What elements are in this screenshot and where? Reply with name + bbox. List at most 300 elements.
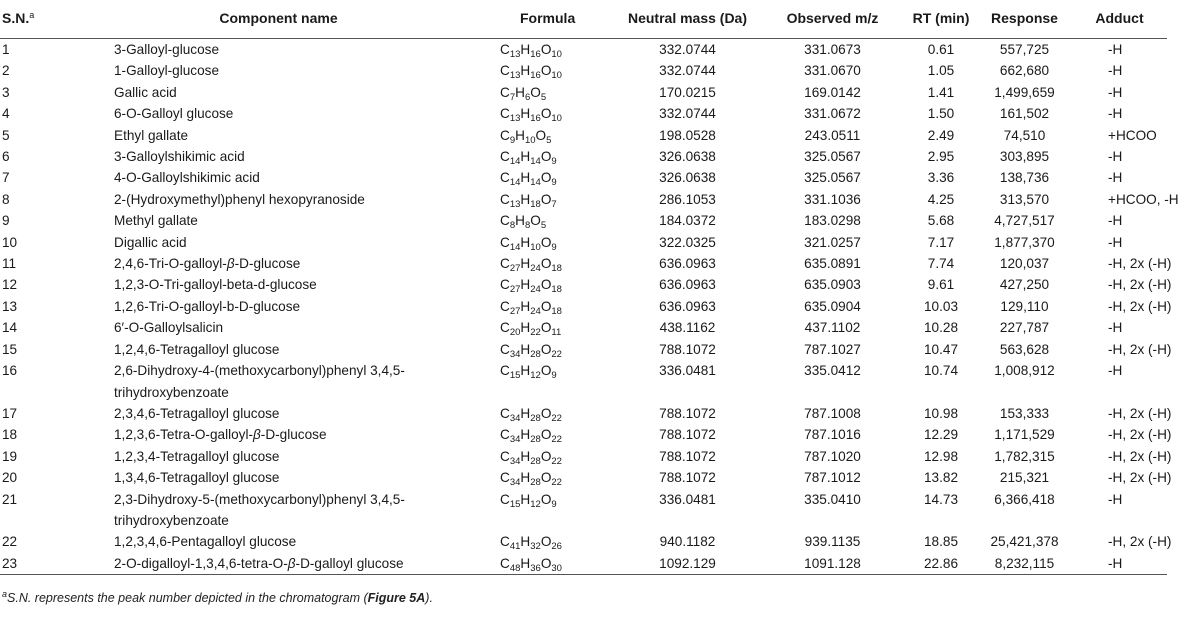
cell-rt: 2.95 [927,149,955,165]
cell-formula [500,103,615,124]
cell-sn: 15 [2,341,18,357]
formula-count: 22 [551,455,562,467]
formula-count: 41 [509,541,521,553]
formula-element: O [540,448,552,464]
header-sn [0,0,57,39]
table-row [0,146,1167,167]
cell-response: 4,727,517 [994,213,1055,229]
cell-component-name: 2-(Hydroxymethyl)phenyl hexopyranoside [114,191,365,207]
formula-element: C [500,234,510,250]
formula-count: 12 [530,370,541,382]
cell-response: 563,628 [999,341,1050,357]
formula-count: 14 [530,177,541,189]
cell-observed-mz: 1091.128 [804,555,861,571]
cell-observed-mz: 635.0903 [804,277,861,293]
formula-count: 30 [551,562,562,574]
cell-formula [500,125,615,146]
cell-component-name: 3-Galloyl-glucose [114,42,220,57]
formula-element: O [540,555,552,571]
cell-neutral-mass: 1092.129 [659,555,716,571]
formula-count: 34 [509,412,521,424]
cell-response: 1,008,912 [994,363,1055,379]
table-row [0,553,1167,575]
formula-element: H [520,491,531,507]
cell-formula [500,232,615,253]
header-sn-label: S.N. [2,10,30,27]
cell-formula [500,424,615,445]
formula-count: 5 [540,91,547,103]
cell-response: 215,321 [999,470,1050,486]
formula-element: O [540,256,552,272]
cell-response: 1,171,529 [994,427,1055,443]
formula-element: H [520,42,531,57]
cell-component-name [57,360,500,403]
formula-element: C [500,320,510,336]
formula-element: H [520,427,531,443]
cell-neutral-mass: 438.1162 [659,320,716,336]
cell-neutral-mass: 322.0325 [659,234,716,250]
formula-element: H [520,448,531,464]
cell-sn: 4 [2,106,10,122]
formula-element: C [500,470,510,486]
cell-component-name: 6-O-Galloyl glucose [114,106,234,122]
formula-count: 9 [551,177,557,189]
cell-adduct: -H [1108,491,1123,507]
cell-sn: 6 [2,149,10,165]
cell-neutral-mass: 198.0528 [659,127,716,143]
formula-element: H [520,298,531,314]
formula-element: H [515,84,525,100]
cell-response: 1,782,315 [994,448,1055,464]
cell-adduct: -H, 2x (-H) [1108,405,1172,421]
formula-count: 12 [530,498,541,510]
cell-neutral-mass: 184.0372 [659,213,716,229]
cell-formula [500,467,615,488]
table-row [0,424,1167,445]
formula-element: H [520,63,531,79]
formula-element: C [500,341,510,357]
formula-element: H [520,534,531,550]
cell-rt: 12.29 [923,427,959,443]
header-row [0,0,1167,39]
cell-neutral-mass: 636.0963 [659,298,716,314]
cell-component-name: 1,2,3,4-Tetragalloyl glucose [114,448,280,464]
cell-rt: 22.86 [923,555,959,571]
cell-response: 1,499,659 [994,84,1055,100]
formula-element: C [500,213,510,229]
cell-component-name: 1,3,4,6-Tetragalloyl glucose [114,470,280,486]
formula-count: 9 [509,134,516,146]
cell-response: 74,510 [1003,127,1046,143]
cell-component-name: 1,2,3,6-Tetra-O-galloyl-β-D-glucose [114,427,327,443]
formula-count: 24 [530,305,541,317]
cell-component-name: 2,3,4,6-Tetragalloyl glucose [114,405,280,421]
cell-sn: 17 [2,405,18,421]
table-row [0,103,1167,124]
cell-observed-mz: 243.0511 [804,127,861,143]
table-row [0,339,1167,360]
formula-count: 20 [509,327,521,339]
cell-sn: 5 [2,127,10,143]
cell-formula [500,296,615,317]
cell-observed-mz: 335.0412 [804,363,861,379]
formula-element: H [520,256,531,272]
cell-neutral-mass: 788.1072 [659,448,716,464]
formula-count: 27 [509,305,521,317]
formula-count: 8 [524,220,531,232]
cell-response: 161,502 [999,106,1050,122]
cell-sn: 21 [2,491,18,507]
cell-neutral-mass: 336.0481 [659,363,716,379]
table-row [0,232,1167,253]
footnote-text: S.N. represents the peak number depicted in the chromatogram ( [7,591,368,605]
cell-response: 303,895 [999,149,1050,165]
formula-count: 9 [551,498,557,510]
table-row [0,167,1167,188]
cell-sn: 13 [2,298,18,314]
cell-response: 153,333 [999,405,1050,421]
formula-count: 13 [509,70,521,82]
formula-element: C [500,277,510,293]
header-neutral-mass: Neutral mass (Da) [627,10,748,27]
cell-rt: 1.41 [927,84,955,100]
header-response: Response [991,10,1058,27]
formula-element: O [540,63,552,79]
table-footnote [2,591,433,605]
cell-response: 120,037 [999,256,1050,272]
table-row [0,189,1167,210]
formula-element: O [540,106,552,122]
cell-neutral-mass: 788.1072 [659,470,716,486]
formula-count: 9 [551,241,557,253]
table-row [0,253,1167,274]
header-observed-mz: Observed m/z [786,10,879,27]
cell-response: 8,232,115 [994,555,1055,571]
formula-count: 11 [551,327,562,339]
formula-count: 18 [530,198,541,210]
formula-count: 18 [551,305,562,317]
cell-component-name: 1,2,3-O-Tri-galloyl-beta-d-glucose [114,277,317,293]
cell-formula [500,39,615,61]
cell-adduct: -H, 2x (-H) [1108,427,1172,443]
formula-element: O [540,191,552,207]
table-row [0,274,1167,295]
formula-count: 34 [509,348,521,360]
table-row [0,210,1167,231]
formula-count: 16 [530,113,541,125]
formula-element: H [515,213,525,229]
cell-rt: 10.28 [923,320,959,336]
cell-adduct: +HCOO, -H [1108,191,1179,207]
formula-element: H [520,320,531,336]
header-formula: Formula [520,10,576,27]
table-row [0,531,1167,552]
cell-rt: 5.68 [927,213,955,229]
cell-formula [500,167,615,188]
cell-component-name-line1: 2,3-Dihydroxy-5-(methoxycarbonyl)phenyl 3,4,5- [114,491,405,507]
formula-element: H [520,170,531,186]
formula-element: C [500,149,510,165]
formula-count: 34 [509,434,521,446]
formula-element: C [500,191,510,207]
formula-element: H [520,555,531,571]
cell-sn: 8 [2,191,10,207]
formula-element: O [530,84,541,100]
formula-element: H [520,234,531,250]
cell-component-name: Gallic acid [114,84,177,100]
formula-element: H [520,106,531,122]
header-component-name: Component name [219,10,338,27]
cell-formula [500,253,615,274]
table-row [0,446,1167,467]
cell-observed-mz: 169.0142 [804,84,861,100]
formula-element: C [500,555,510,571]
cell-adduct: -H [1108,555,1123,571]
cell-neutral-mass: 326.0638 [659,149,716,165]
cell-rt: 10.74 [923,363,959,379]
cell-sn: 1 [2,42,10,57]
cell-neutral-mass: 286.1053 [659,191,716,207]
cell-rt: 0.61 [927,42,955,57]
cell-sn: 2 [2,63,10,79]
formula-element: C [500,405,510,421]
cell-formula [500,531,615,552]
cell-response: 138,736 [999,170,1050,186]
cell-formula [500,489,615,532]
cell-sn: 12 [2,277,18,293]
cell-component-name-line2: trihydroxybenzoate [114,512,229,528]
cell-neutral-mass: 336.0481 [659,491,716,507]
formula-count: 26 [551,541,562,553]
cell-adduct: -H, 2x (-H) [1108,341,1172,357]
cell-formula [500,339,615,360]
formula-count: 14 [509,241,521,253]
cell-observed-mz: 331.0673 [804,42,861,57]
cell-neutral-mass: 332.0744 [659,106,716,122]
formula-count: 36 [530,562,541,574]
formula-count: 24 [530,284,541,296]
cell-component-name: Methyl gallate [114,213,198,229]
cell-observed-mz: 335.0410 [804,491,861,507]
formula-element: O [530,213,541,229]
formula-count: 10 [551,70,562,82]
cell-formula [500,446,615,467]
table-row [0,39,1167,61]
formula-count: 10 [551,49,562,60]
cell-rt: 1.05 [927,63,955,79]
cell-sn: 14 [2,320,18,336]
formula-count: 13 [509,198,521,210]
cell-adduct: -H [1108,106,1123,122]
footnote-marker: a [2,589,8,599]
formula-element: O [540,405,552,421]
formula-count: 15 [509,498,521,510]
cell-response: 1,877,370 [994,234,1055,250]
formula-element: O [540,363,552,379]
cell-neutral-mass: 636.0963 [659,256,716,272]
cell-component-name: 2,4,6-Tri-O-galloyl-β-D-glucose [114,256,301,272]
cell-observed-mz: 437.1102 [804,320,861,336]
cell-sn: 11 [2,256,17,272]
cell-observed-mz: 787.1008 [804,405,861,421]
formula-element: O [540,427,552,443]
cell-adduct: -H, 2x (-H) [1108,277,1172,293]
cell-rt: 1.50 [927,106,955,122]
cell-observed-mz: 183.0298 [804,213,861,229]
cell-response: 25,421,378 [990,534,1059,550]
table-row [0,489,1167,532]
formula-element: C [500,256,510,272]
cell-adduct: -H [1108,42,1123,57]
cell-neutral-mass: 332.0744 [659,42,716,57]
formula-element: C [500,448,510,464]
formula-count: 22 [551,477,562,489]
formula-count: 14 [509,177,521,189]
cell-adduct: -H, 2x (-H) [1108,448,1172,464]
formula-element: H [520,191,531,207]
cell-neutral-mass: 326.0638 [659,170,716,186]
formula-count: 13 [509,113,521,125]
formula-count: 7 [509,91,516,103]
cell-rt: 2.49 [927,127,955,143]
table-row [0,60,1167,81]
formula-element: O [540,298,552,314]
cell-component-name: 2-O-digalloyl-1,3,4,6-tetra-O-β-D-galloyl glucose [114,555,404,571]
header-sn-footnote-marker: a [29,10,35,21]
formula-element: H [520,341,531,357]
cell-component-name: 3-Galloylshikimic acid [114,149,245,165]
cell-rt: 10.98 [923,405,959,421]
formula-count: 6 [524,91,531,103]
formula-element: C [500,170,510,186]
formula-count: 10 [524,134,536,146]
cell-response: 427,250 [999,277,1050,293]
formula-count: 16 [530,49,541,60]
formula-element: C [500,84,510,100]
cell-component-name: 1,2,4,6-Tetragalloyl glucose [114,341,280,357]
cell-observed-mz: 331.0672 [804,106,861,122]
header-adduct: Adduct [1095,10,1144,27]
formula-element: O [535,127,547,143]
cell-adduct: -H [1108,149,1123,165]
cell-adduct: -H [1108,63,1123,79]
formula-count: 18 [551,284,562,296]
formula-count: 34 [509,455,521,467]
header-rt: RT (min) [912,10,970,27]
cell-formula [500,317,615,338]
formula-element: C [500,63,510,79]
cell-component-name: 6′-O-Galloylsalicin [114,320,224,336]
table-body [0,39,1179,575]
cell-formula [500,82,615,103]
cell-rt: 10.47 [923,341,959,357]
cell-observed-mz: 787.1020 [804,448,861,464]
cell-formula [500,146,615,167]
formula-count: 24 [530,263,541,275]
cell-component-name-line1: 2,6-Dihydroxy-4-(methoxycarbonyl)phenyl 3,4,5- [114,363,405,379]
formula-count: 22 [530,327,541,339]
table-row [0,467,1167,488]
table-row [0,125,1167,146]
cell-response: 227,787 [999,320,1050,336]
formula-count: 28 [530,434,541,446]
cell-observed-mz: 635.0891 [804,256,861,272]
cell-component-name: 1-Galloyl-glucose [114,63,220,79]
cell-sn: 22 [2,534,18,550]
formula-count: 16 [530,70,541,82]
footnote-figure-ref[interactable]: Figure 5A [367,591,426,605]
cell-formula [500,189,615,210]
cell-adduct: -H [1108,320,1123,336]
cell-neutral-mass: 788.1072 [659,427,716,443]
cell-response: 662,680 [999,63,1050,79]
cell-rt: 13.82 [923,470,959,486]
table-row [0,360,1167,403]
cell-observed-mz: 321.0257 [804,234,861,250]
cell-neutral-mass: 170.0215 [659,84,716,100]
formula-count: 7 [551,198,557,210]
formula-count: 27 [509,263,521,275]
formula-count: 13 [509,49,521,60]
formula-count: 28 [530,348,541,360]
formula-element: C [500,491,510,507]
cell-observed-mz: 635.0904 [804,298,861,314]
cell-observed-mz: 939.1135 [804,534,861,550]
cell-adduct: -H [1108,234,1123,250]
formula-count: 5 [540,220,547,232]
formula-element: C [500,534,510,550]
cell-formula [500,553,615,575]
cell-component-name: Ethyl gallate [114,127,189,143]
cell-formula [500,210,615,231]
cell-adduct: -H [1108,170,1123,186]
formula-count: 28 [530,412,541,424]
cell-neutral-mass: 636.0963 [659,277,716,293]
formula-element: H [520,149,531,165]
cell-observed-mz: 325.0567 [804,170,861,186]
formula-count: 9 [551,156,557,168]
formula-element: H [520,405,531,421]
cell-adduct: -H, 2x (-H) [1108,534,1172,550]
formula-element: H [520,277,531,293]
formula-element: O [540,170,552,186]
table-row [0,317,1167,338]
formula-count: 28 [530,455,541,467]
formula-element: C [500,427,510,443]
cell-adduct: -H [1108,363,1123,379]
cell-sn: 3 [2,84,10,100]
cell-rt: 10.03 [923,298,959,314]
formula-element: O [540,42,552,57]
cell-observed-mz: 325.0567 [804,149,861,165]
cell-sn: 19 [2,448,18,464]
cell-sn: 7 [2,170,10,186]
formula-count: 10 [530,241,541,253]
cell-component-name: Digallic acid [114,234,187,250]
table-row [0,296,1167,317]
formula-element: C [500,42,510,57]
table-row [0,82,1167,103]
cell-rt: 7.17 [927,234,955,250]
cell-observed-mz: 787.1027 [804,341,861,357]
cell-adduct: -H, 2x (-H) [1108,470,1172,486]
footnote-text-end: ). [425,591,433,605]
cell-adduct: -H, 2x (-H) [1108,298,1172,314]
formula-count: 8 [509,220,516,232]
formula-element: H [520,363,531,379]
cell-rt: 3.36 [927,170,955,186]
formula-element: H [520,470,531,486]
